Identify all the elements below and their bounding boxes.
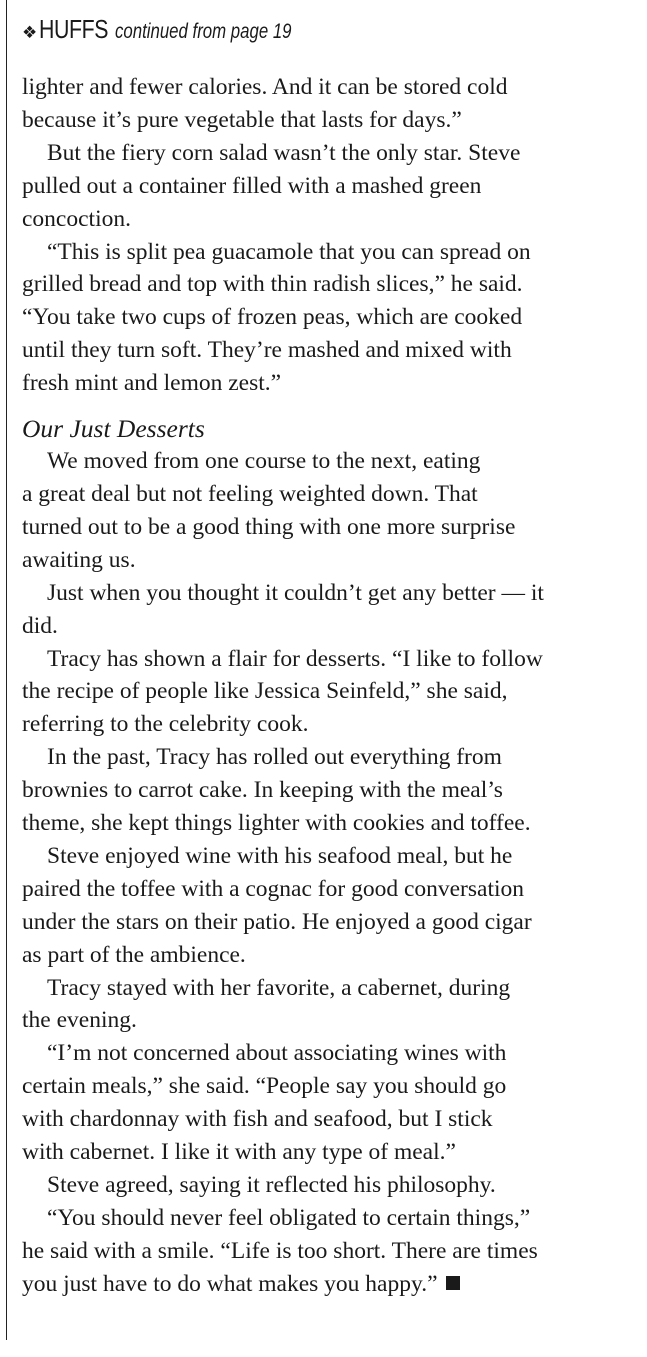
text-line: did. [22, 612, 58, 639]
text-line: under the stars on their patio. He enjoyed a good cigar [22, 908, 532, 935]
text-line: We moved from one course to the next, eating [47, 448, 481, 475]
text-line: brownies to carrot cake. In keeping with the meal’s [22, 777, 503, 804]
paragraph [22, 643, 627, 742]
text-line: Tracy has shown a flair for desserts. “I like to follow [47, 645, 543, 672]
paragraph [22, 840, 627, 972]
text-line: theme, she kept things lighter with cookies and toffee. [22, 810, 531, 837]
text-line: But the fiery corn salad wasn’t the only star. Steve [47, 139, 521, 166]
paragraph [22, 1169, 627, 1202]
text-line: Steve agreed, saying it reflected his philosophy. [47, 1172, 496, 1198]
paragraph-group-bottom [22, 445, 627, 1301]
paragraph [22, 1202, 627, 1301]
text-line: the recipe of people like Jessica Seinfeld,” she said, [22, 678, 508, 705]
text-line: “I’m not concerned about associating wines with [47, 1040, 507, 1067]
paragraph [22, 236, 627, 401]
article-body [22, 71, 627, 1301]
text-line: fresh mint and lemon zest.” [22, 370, 282, 397]
text-line: Steve enjoyed wine with his seafood meal, but he [47, 842, 513, 869]
text-line: pulled out a container filled with a mashed green [22, 172, 482, 199]
text-line: referring to the celebrity cook. [22, 711, 309, 738]
text-line: until they turn soft. They’re mashed and mixed with [22, 337, 512, 364]
text-line: as part of the ambience. [22, 941, 246, 968]
subhead: Our Just Desserts [22, 414, 205, 444]
text-line: a great deal but not feeling weighted down. That [22, 480, 478, 507]
paragraph [22, 577, 627, 643]
text-line: turned out to be a good thing with one more surprise [22, 513, 516, 540]
text-line: In the past, Tracy has rolled out everything from [47, 744, 502, 771]
text-line: you just have to do what makes you happy.” [22, 1268, 627, 1301]
text-line: Tracy stayed with her favorite, a cabernet, during [47, 974, 511, 1001]
text-line: grilled bread and top with thin radish slices,” he said. [22, 271, 523, 298]
text-line: paired the toffee with a cognac for good conversation [22, 875, 525, 902]
continued-line: continued from page 19 [115, 20, 292, 43]
text-line: he said with a smile. “Life is too short. There are times [22, 1237, 538, 1264]
paragraph [22, 445, 627, 577]
story-slug: HUFFS [39, 14, 109, 44]
paragraph [22, 741, 627, 840]
paragraph-group-top [22, 71, 627, 400]
text-line: with cabernet. I like it with any type of meal.” [22, 1139, 456, 1166]
end-mark-icon [446, 1276, 460, 1290]
text-line: “You should never feel obligated to certain things,” [47, 1204, 531, 1231]
text-line: certain meals,” she said. “People say you should go [22, 1073, 507, 1100]
text-line: with chardonnay with fish and seafood, but I stick [22, 1106, 493, 1133]
article-column [22, 14, 627, 1301]
paragraph [22, 972, 627, 1038]
paragraph [22, 1037, 627, 1169]
text-line: concoction. [22, 205, 131, 232]
text-line: “This is split pea guacamole that you can spread on [47, 238, 531, 265]
text-line: Just when you thought it couldn’t get any better — it [47, 579, 544, 606]
text-line: “You take two cups of frozen peas, which are cooked [22, 304, 523, 331]
text-line: the evening. [22, 1007, 137, 1034]
ornament-icon: ❖ [22, 23, 38, 43]
text-line: lighter and fewer calories. And it can be stored cold [22, 74, 508, 100]
jump-header [22, 14, 627, 50]
column-rule [6, 0, 7, 1340]
text-line: because it’s pure vegetable that lasts for days.” [22, 106, 462, 133]
paragraph [22, 137, 627, 236]
paragraph [22, 71, 627, 137]
text-line: awaiting us. [22, 546, 136, 573]
